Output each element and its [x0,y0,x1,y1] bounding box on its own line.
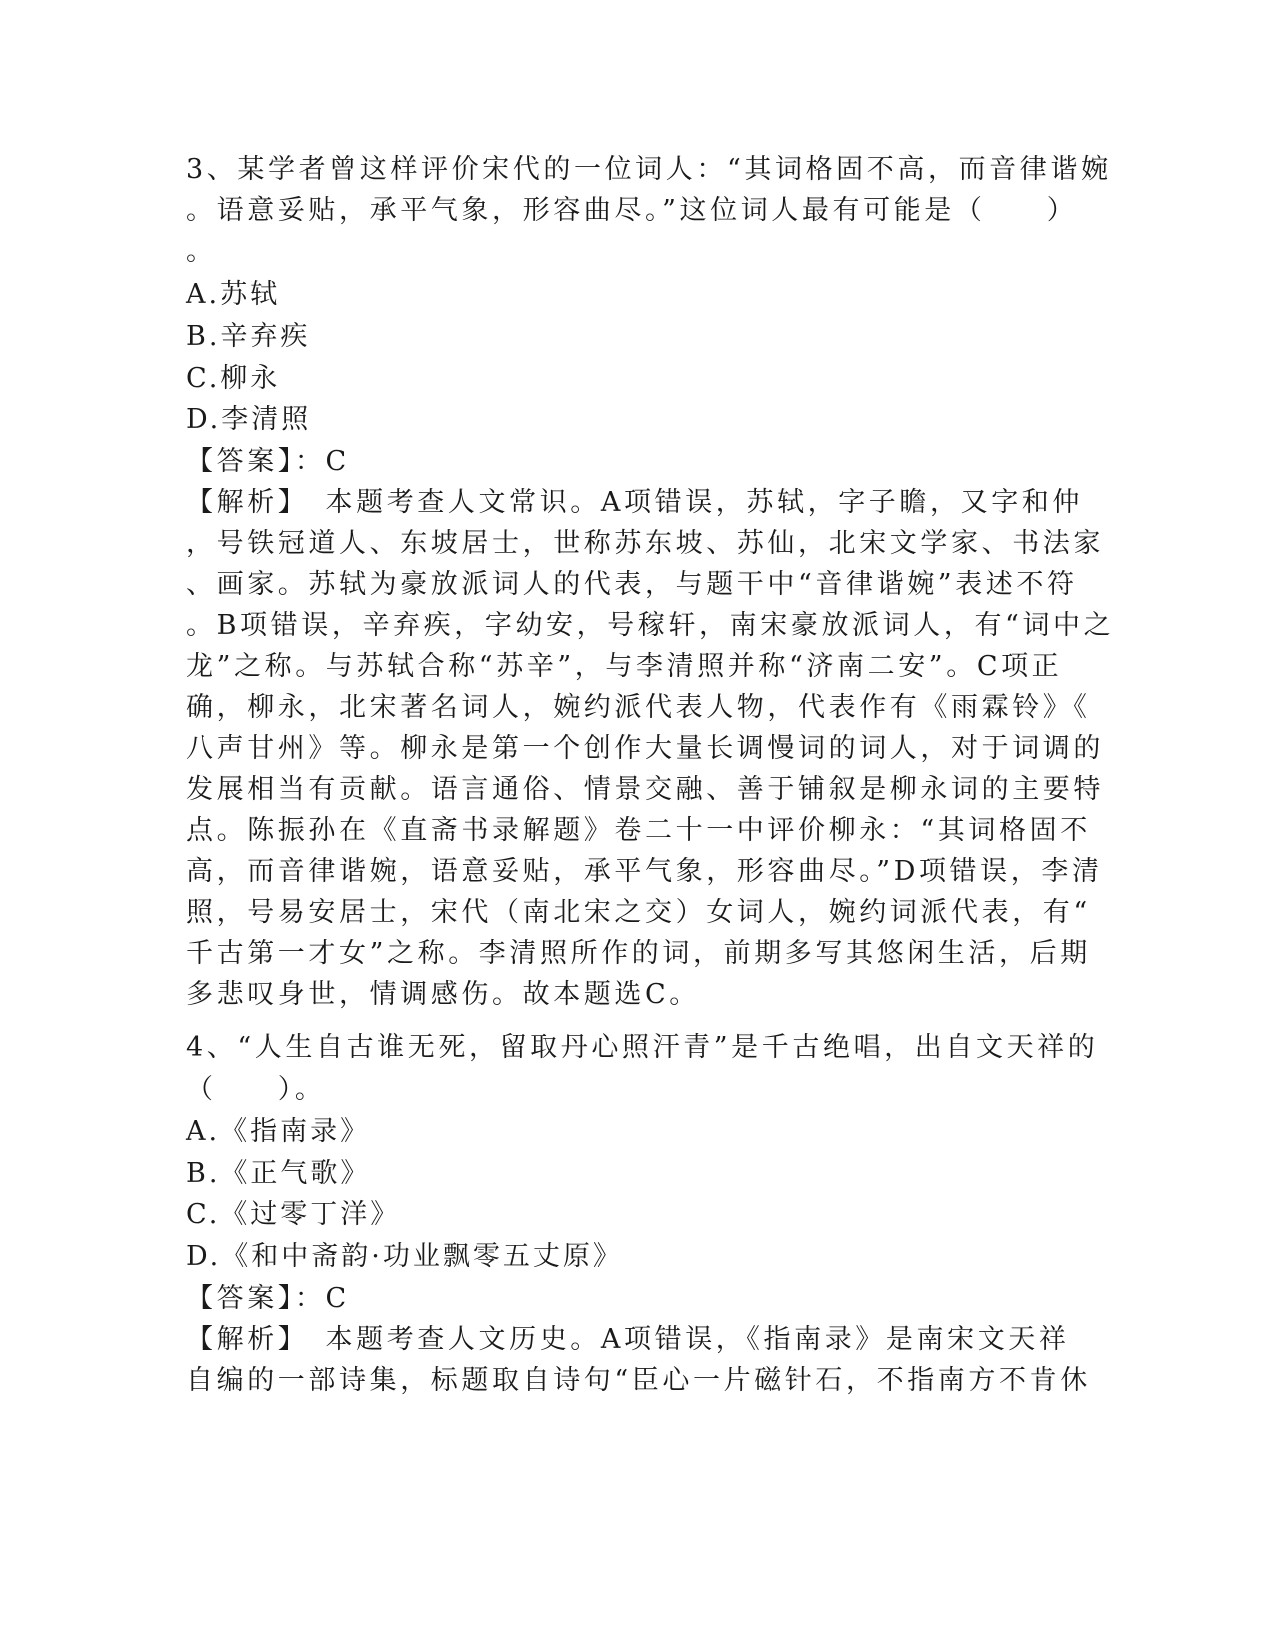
q4-option-c: C.《过零丁洋》 [186,1199,401,1230]
q3-option-b: B.辛弃疾 [186,321,311,352]
q4-stem-line-1: 4、“人生自古谁无死，留取丹心照汗青”是千古绝唱，出自文天祥的 [186,1032,1099,1063]
q3-answer: 【答案】：C [186,446,350,477]
q4-option-a: A.《指南录》 [186,1116,371,1147]
q4-option-d: D.《和中斋韵·功业飘零五丈原》 [186,1241,623,1272]
q4-option-b: B.《正气歌》 [186,1158,371,1189]
q3-stem-line-3: 。 [186,236,217,267]
q3-option-c: C.柳永 [186,363,281,394]
q3-analysis-line-9: 点。陈振孙在《直斋书录解题》卷二十一中评价柳永：“其词格固不 [186,815,1091,846]
q3-analysis-line-2: ，号铁冠道人、东坡居士，世称苏东坡、苏仙，北宋文学家、书法家 [186,528,1104,559]
q3-analysis-line-4: 。B项错误，辛弃疾，字幼安，号稼轩，南宋豪放派词人，有“词中之 [186,610,1115,641]
q3-analysis-line-12: 千古第一才女”之称。李清照所作的词，前期多写其悠闲生活，后期 [186,938,1091,969]
q3-analysis-line-3: 、画家。苏轼为豪放派词人的代表，与题干中“音律谐婉”表述不符 [186,569,1078,600]
q3-option-d: D.李清照 [186,404,312,435]
q3-stem-line-2: 。语意妥贴，承平气象，形容曲尽。”这位词人最有可能是（ ） [186,195,1078,226]
q3-stem-line-1: 3、某学者曾这样评价宋代的一位词人：“其词格固不高，而音律谐婉 [186,154,1112,185]
q4-answer: 【答案】：C [186,1283,350,1314]
q4-analysis-line-1: 【解析】 本题考查人文历史。A项错误，《指南录》是南宋文天祥 [186,1324,1070,1355]
q3-analysis-line-5: 龙”之称。与苏轼合称“苏辛”，与李清照并称“济南二安”。C项正 [186,651,1063,682]
q3-option-a: A.苏轼 [186,279,281,310]
q3-analysis-line-13: 多悲叹身世，情调感伤。故本题选C。 [186,979,700,1010]
q3-analysis-line-1: 【解析】 本题考查人文常识。A项错误，苏轼，字子瞻，又字和仲 [186,487,1083,518]
q3-analysis-line-8: 发展相当有贡献。语言通俗、情景交融、善于铺叙是柳永词的主要特 [186,774,1104,805]
q4-stem-line-2: （ ）。 [186,1074,326,1105]
q3-analysis-line-11: 照，号易安居士，宋代（南北宋之交）女词人，婉约词派代表，有“ [186,897,1091,928]
q4-analysis-line-2: 自编的一部诗集，标题取自诗句“臣心一片磁针石，不指南方不肯休 [186,1365,1091,1396]
q3-analysis-line-7: 八声甘州》等。柳永是第一个创作大量长调慢词的词人，对于词调的 [186,733,1104,764]
q3-analysis-line-10: 高，而音律谐婉，语意妥贴，承平气象，形容曲尽。”D项错误，李清 [186,856,1103,887]
q3-analysis-line-6: 确，柳永，北宋著名词人，婉约派代表人物，代表作有《雨霖铃》《 [186,692,1091,723]
